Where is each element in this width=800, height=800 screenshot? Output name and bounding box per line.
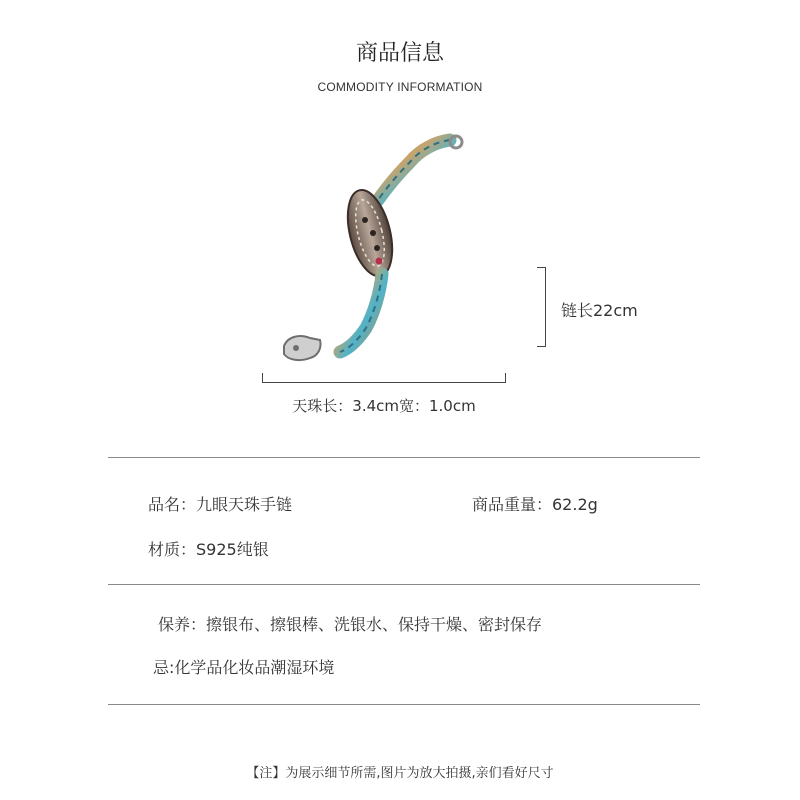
length-dimension-bracket — [537, 267, 546, 347]
lower-chain — [340, 274, 382, 352]
product-image — [270, 128, 480, 368]
product-weight: 商品重量：62.2g — [472, 495, 598, 514]
divider-middle — [108, 584, 700, 585]
bead-size-label: 天珠长：3.4cm宽：1.0cm — [292, 397, 476, 415]
upper-chain — [378, 140, 450, 200]
product-material: 材质：S925纯银 — [148, 540, 269, 559]
care-avoid: 忌:化学品化妆品潮湿环境 — [153, 658, 335, 677]
gem-icon — [376, 258, 383, 265]
care-instructions: 保养：擦银布、擦银棒、洗银水、保持干燥、密封保存 — [158, 615, 543, 634]
page-subtitle: COMMODITY INFORMATION — [317, 80, 483, 94]
product-name: 品名：九眼天珠手链 — [148, 495, 293, 514]
bracelet-illustration — [270, 128, 480, 368]
chain-length-label: 链长22cm — [561, 301, 638, 320]
heavenly-bead — [340, 185, 400, 280]
footer-note: 【注】为展示细节所需,图片为放大拍摄,亲们看好尺寸 — [246, 766, 554, 781]
page-title: 商品信息 — [355, 41, 444, 66]
divider-bottom — [108, 704, 700, 705]
width-dimension-bracket — [262, 373, 506, 383]
divider-top — [108, 457, 700, 458]
lobster-clasp — [284, 336, 321, 360]
